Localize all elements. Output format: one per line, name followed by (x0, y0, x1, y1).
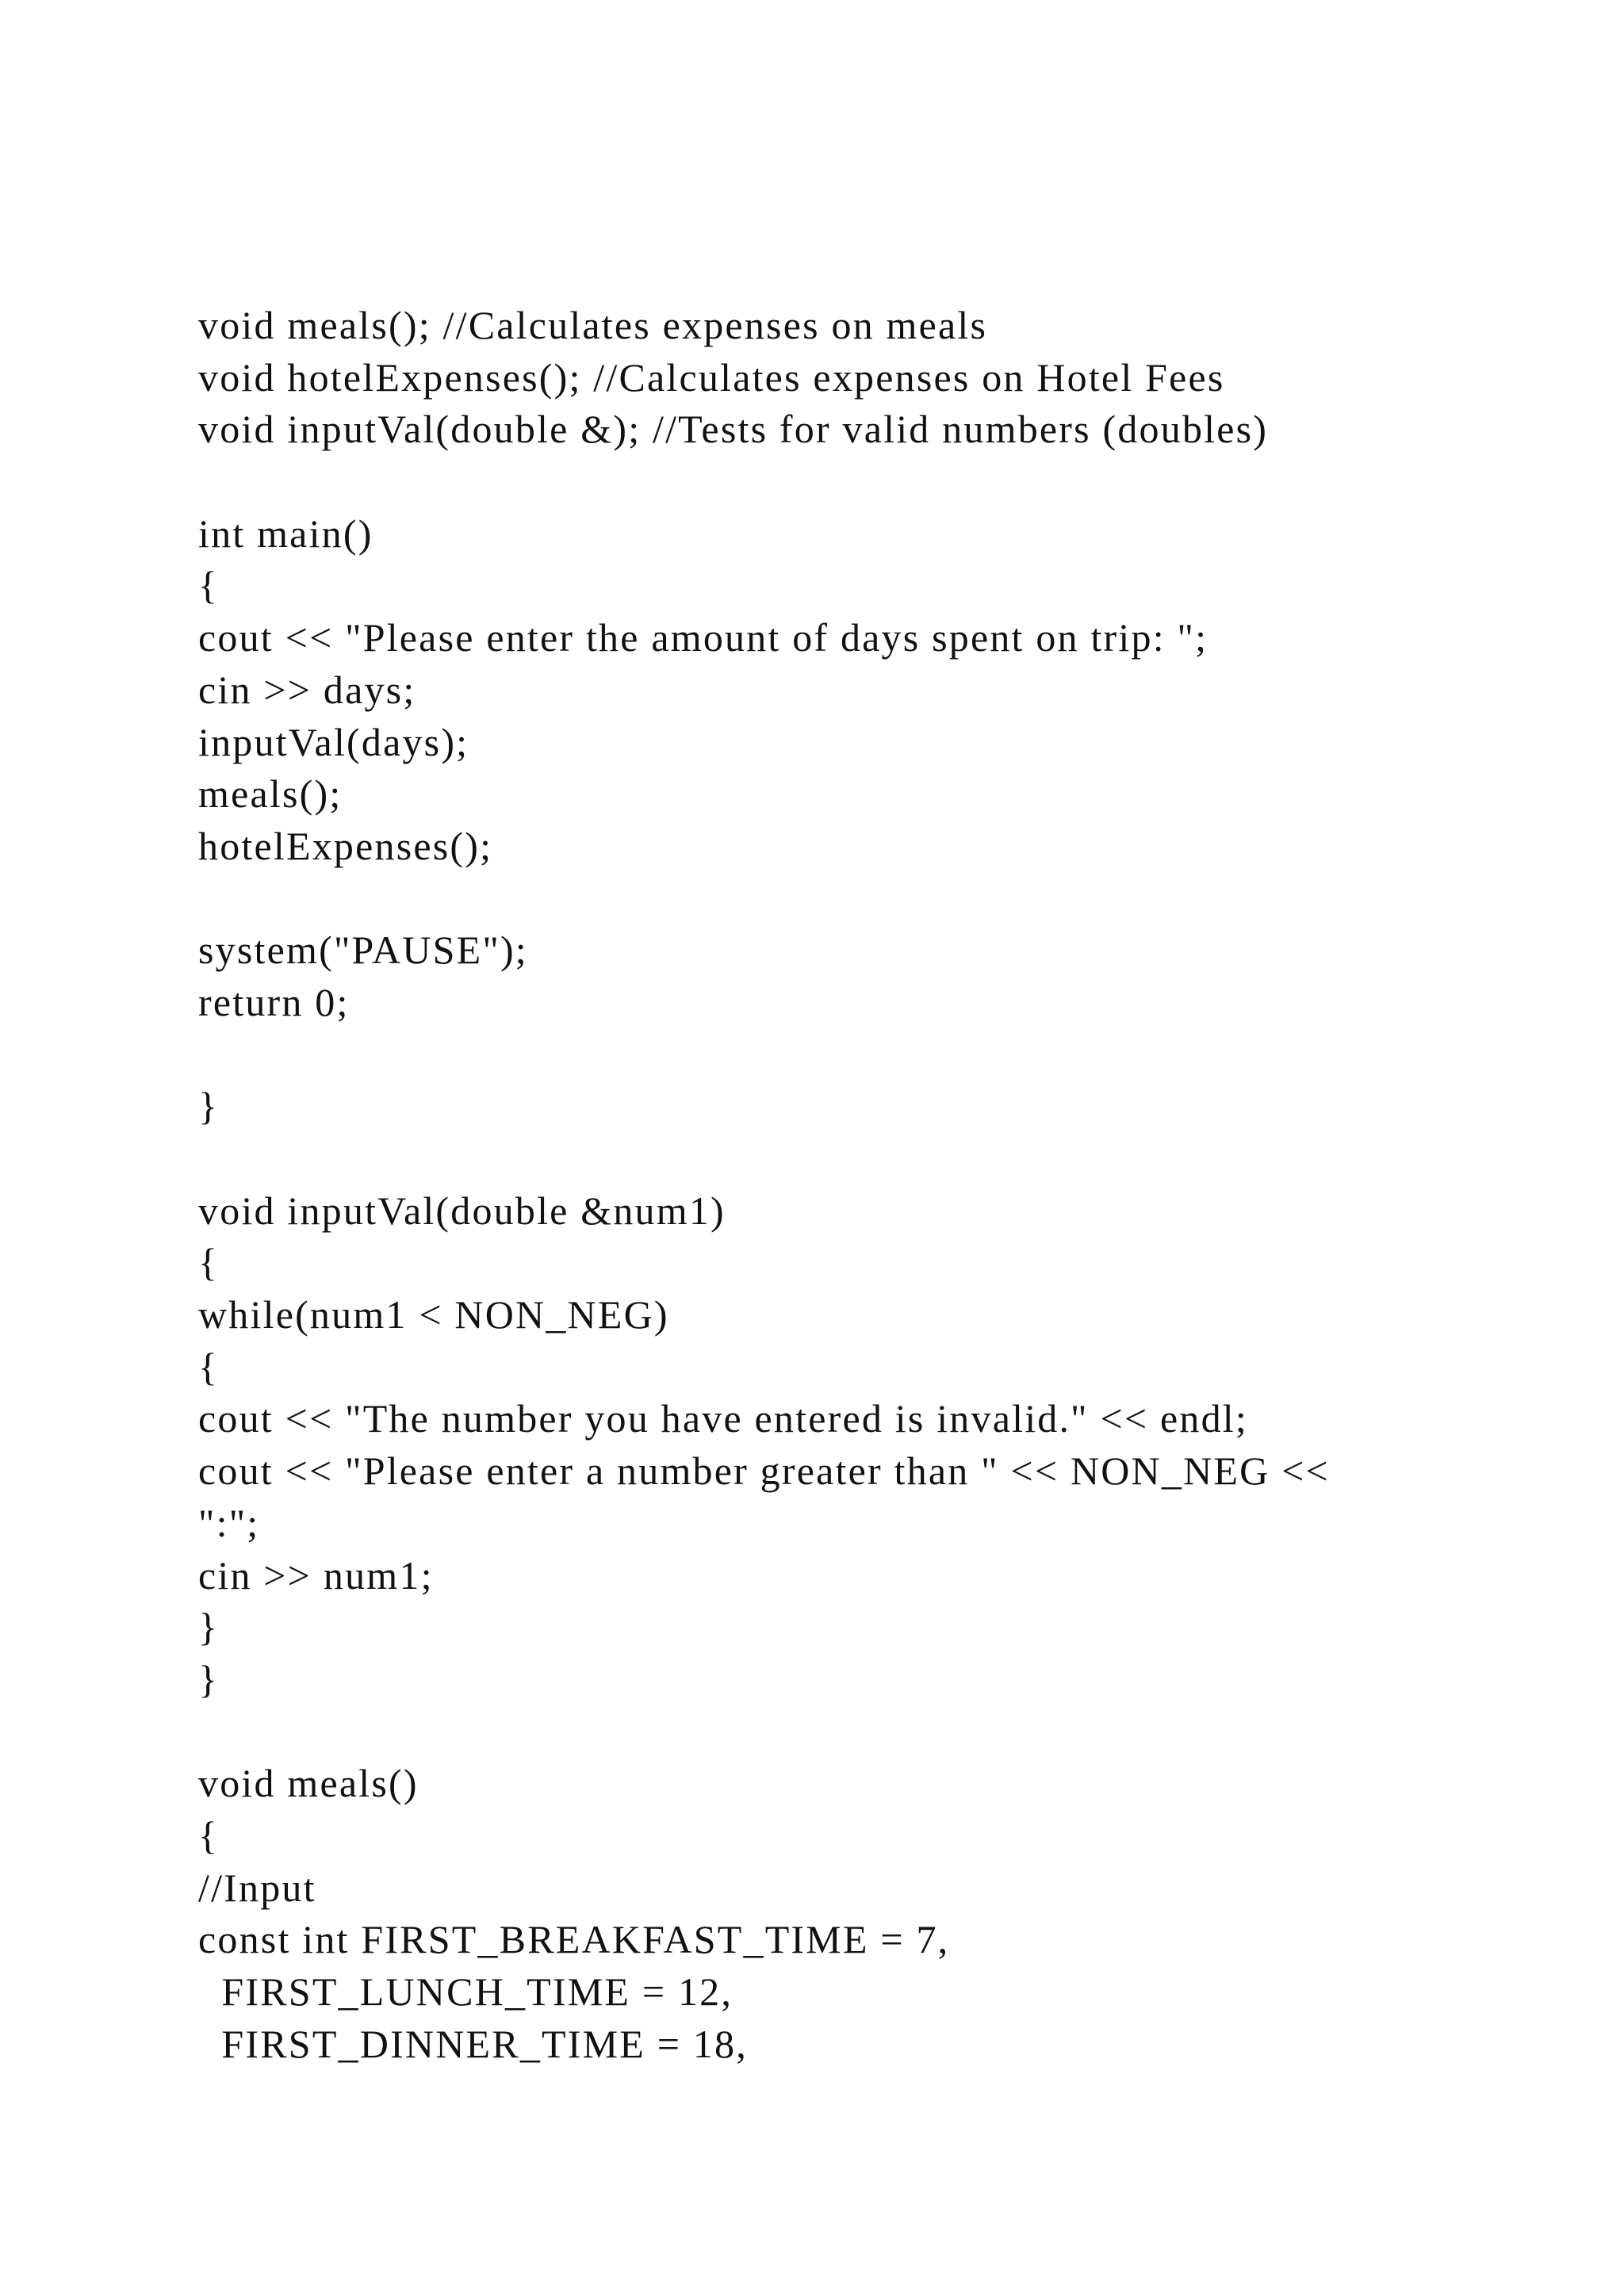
code-line: cout << "The number you have entered is invalid." << endl; (198, 1396, 1248, 1441)
code-line: cin >> days; (198, 667, 416, 712)
code-text-block (198, 300, 1546, 2070)
code-line: //Input (198, 1865, 316, 1910)
code-line: void inputVal(double &num1) (198, 1188, 726, 1233)
blank-line (198, 1133, 1546, 1185)
code-line: hotelExpenses(); (198, 823, 493, 868)
code-line: void inputVal(double &); //Tests for valid numbers (doubles) (198, 407, 1269, 452)
code-line: ":"; (198, 1500, 260, 1545)
code-line: inputVal(days); (198, 719, 469, 764)
code-line: cin >> num1; (198, 1552, 434, 1598)
code-line: FIRST_LUNCH_TIME = 12, (198, 1969, 733, 2014)
code-line: int main() (198, 511, 373, 556)
code-line: system("PAUSE"); (198, 928, 528, 973)
code-line: FIRST_DINNER_TIME = 18, (198, 2021, 748, 2066)
code-line: } (198, 1084, 220, 1129)
blank-line (198, 873, 1546, 925)
blank-line (198, 1706, 1546, 1758)
code-line: return 0; (198, 979, 350, 1024)
code-line: { (198, 1344, 220, 1389)
code-line: } (198, 1605, 220, 1650)
code-line: { (198, 563, 220, 608)
code-line: while(num1 < NON_NEG) (198, 1292, 669, 1337)
code-line: const int FIRST_BREAKFAST_TIME = 7, (198, 1917, 950, 1962)
code-line: void hotelExpenses(); //Calculates expenses on Hotel Fees (198, 354, 1225, 400)
blank-line (198, 456, 1546, 508)
code-line: cout << "Please enter the amount of days spent on trip: "; (198, 615, 1208, 660)
code-line: { (198, 1240, 220, 1285)
code-line: void meals() (198, 1761, 419, 1806)
code-line: } (198, 1656, 220, 1701)
code-line: { (198, 1812, 220, 1858)
code-line: void meals(); //Calculates expenses on meals (198, 303, 988, 347)
blank-line (198, 1029, 1546, 1081)
code-line: meals(); (198, 771, 343, 817)
code-line: cout << "Please enter a number greater than " << NON_NEG << (198, 1448, 1330, 1494)
